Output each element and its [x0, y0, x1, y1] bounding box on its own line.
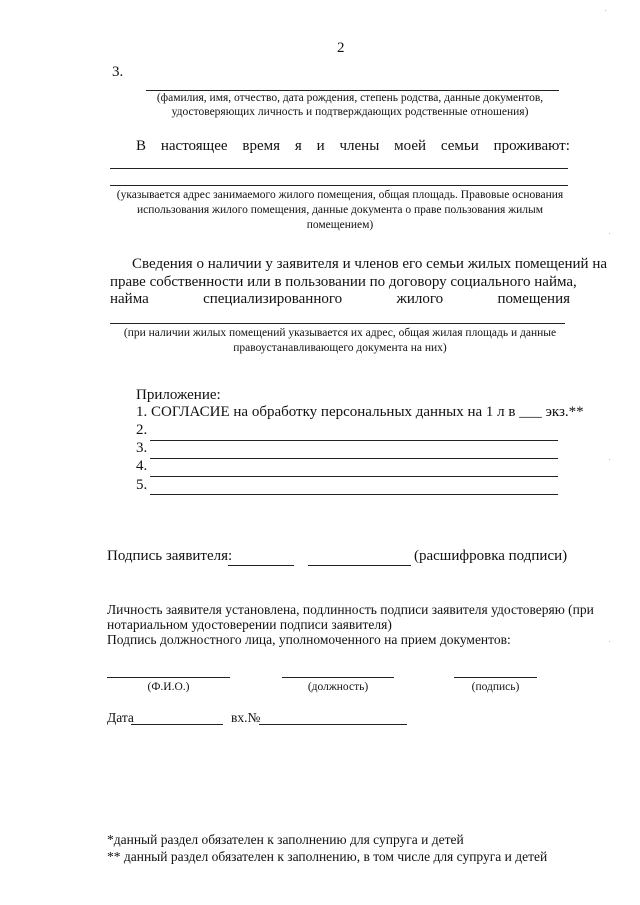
attachments-heading: Приложение:	[136, 387, 221, 403]
housing-word: специализированного	[203, 291, 343, 307]
item-3-caption-line1: (фамилия, имя, отчество, дата рождения, степень родства, данные документов,	[156, 92, 544, 104]
residence-word: В	[136, 138, 147, 154]
attachment-line-2[interactable]	[150, 440, 558, 441]
official-position-line[interactable]	[282, 677, 394, 678]
housing-line-3	[110, 291, 570, 308]
residence-caption-line3: помещением)	[306, 219, 374, 231]
housing-fill-line[interactable]	[110, 323, 565, 324]
official-sign-caption: (подпись)	[471, 681, 520, 693]
residence-word: моей	[394, 138, 427, 154]
attachment-line-4[interactable]	[150, 476, 558, 477]
housing-word: найма	[110, 291, 149, 307]
housing-word: жилого	[396, 291, 444, 307]
scan-speck	[609, 459, 610, 460]
residence-fill-line-1[interactable]	[110, 168, 568, 169]
residence-word: и	[316, 138, 325, 154]
official-position-caption: (должность)	[307, 681, 369, 693]
residence-caption-line1: (указывается адрес занимаемого жилого помещения, общая площадь. Правовые основания	[116, 189, 564, 201]
residence-word: настоящее	[160, 138, 228, 154]
attachment-line-3[interactable]	[150, 458, 558, 459]
date-label: Дата	[107, 710, 134, 725]
housing-line-1: Сведения о наличии у заявителя и членов его семьи жилых помещений на	[132, 256, 608, 272]
housing-caption-line2: правоустанавливающего документа на них)	[233, 342, 447, 354]
incoming-number-label: вх.№	[231, 710, 261, 725]
residence-word: семьи	[440, 138, 479, 154]
footnote-2: ** данный раздел обязателен к заполнению, в том числе для супруга и детей	[107, 849, 548, 864]
scan-speck	[609, 641, 610, 642]
attachment-number-4: 4.	[136, 458, 148, 474]
date-line[interactable]	[131, 724, 223, 725]
page-number: 2	[337, 40, 345, 56]
attachment-number-3: 3.	[136, 440, 148, 456]
housing-caption-line1: (при наличии жилых помещений указывается их адрес, общая жилая площадь и данные	[123, 327, 557, 339]
item-3-number: 3.	[112, 64, 124, 80]
verification-line-1: Личность заявителя установлена, подлинность подписи заявителя удостоверяю (при	[107, 602, 594, 617]
residence-sentence	[136, 138, 570, 155]
residence-word: время	[242, 138, 281, 154]
attachment-item-1: 1. СОГЛАСИЕ на обработку персональных данных на 1 л в ___ экз.**	[136, 404, 584, 420]
residence-fill-line-2[interactable]	[110, 185, 568, 186]
item-3-caption-line2: удостоверяющих личность и подтверждающих родственные отношения)	[171, 106, 529, 118]
residence-word: проживают:	[493, 138, 570, 154]
item-3-fill-line[interactable]	[146, 90, 559, 91]
footnote-1: *данный раздел обязателен к заполнению для супруга и детей	[107, 832, 464, 847]
incoming-number-line[interactable]	[259, 724, 407, 725]
applicant-signature-label: Подпись заявителя:	[107, 548, 233, 564]
residence-word: члены	[339, 138, 380, 154]
verification-line-3: Подпись должностного лица, уполномоченного на прием документов:	[107, 632, 511, 647]
attachment-line-5[interactable]	[150, 494, 558, 495]
signature-decode-label: (расшифровка подписи)	[414, 548, 568, 564]
official-fio-caption: (Ф.И.О.)	[147, 681, 190, 693]
attachment-number-5: 5.	[136, 477, 148, 493]
housing-word: помещения	[497, 291, 570, 307]
attachment-number-2: 2.	[136, 422, 148, 438]
residence-word: я	[294, 138, 302, 154]
scan-speck	[605, 10, 606, 11]
applicant-name-line[interactable]	[308, 565, 411, 566]
verification-line-2: нотариальном удостоверении подписи заявителя)	[107, 617, 392, 632]
official-sign-line[interactable]	[454, 677, 537, 678]
scan-speck	[609, 233, 610, 234]
residence-caption-line2: использования жилого помещения, данные документа о праве пользования жилым	[136, 204, 543, 216]
official-fio-line[interactable]	[107, 677, 230, 678]
applicant-signature-line[interactable]	[228, 565, 294, 566]
housing-line-2: праве собственности или в пользовании по договору социального найма,	[110, 274, 577, 290]
